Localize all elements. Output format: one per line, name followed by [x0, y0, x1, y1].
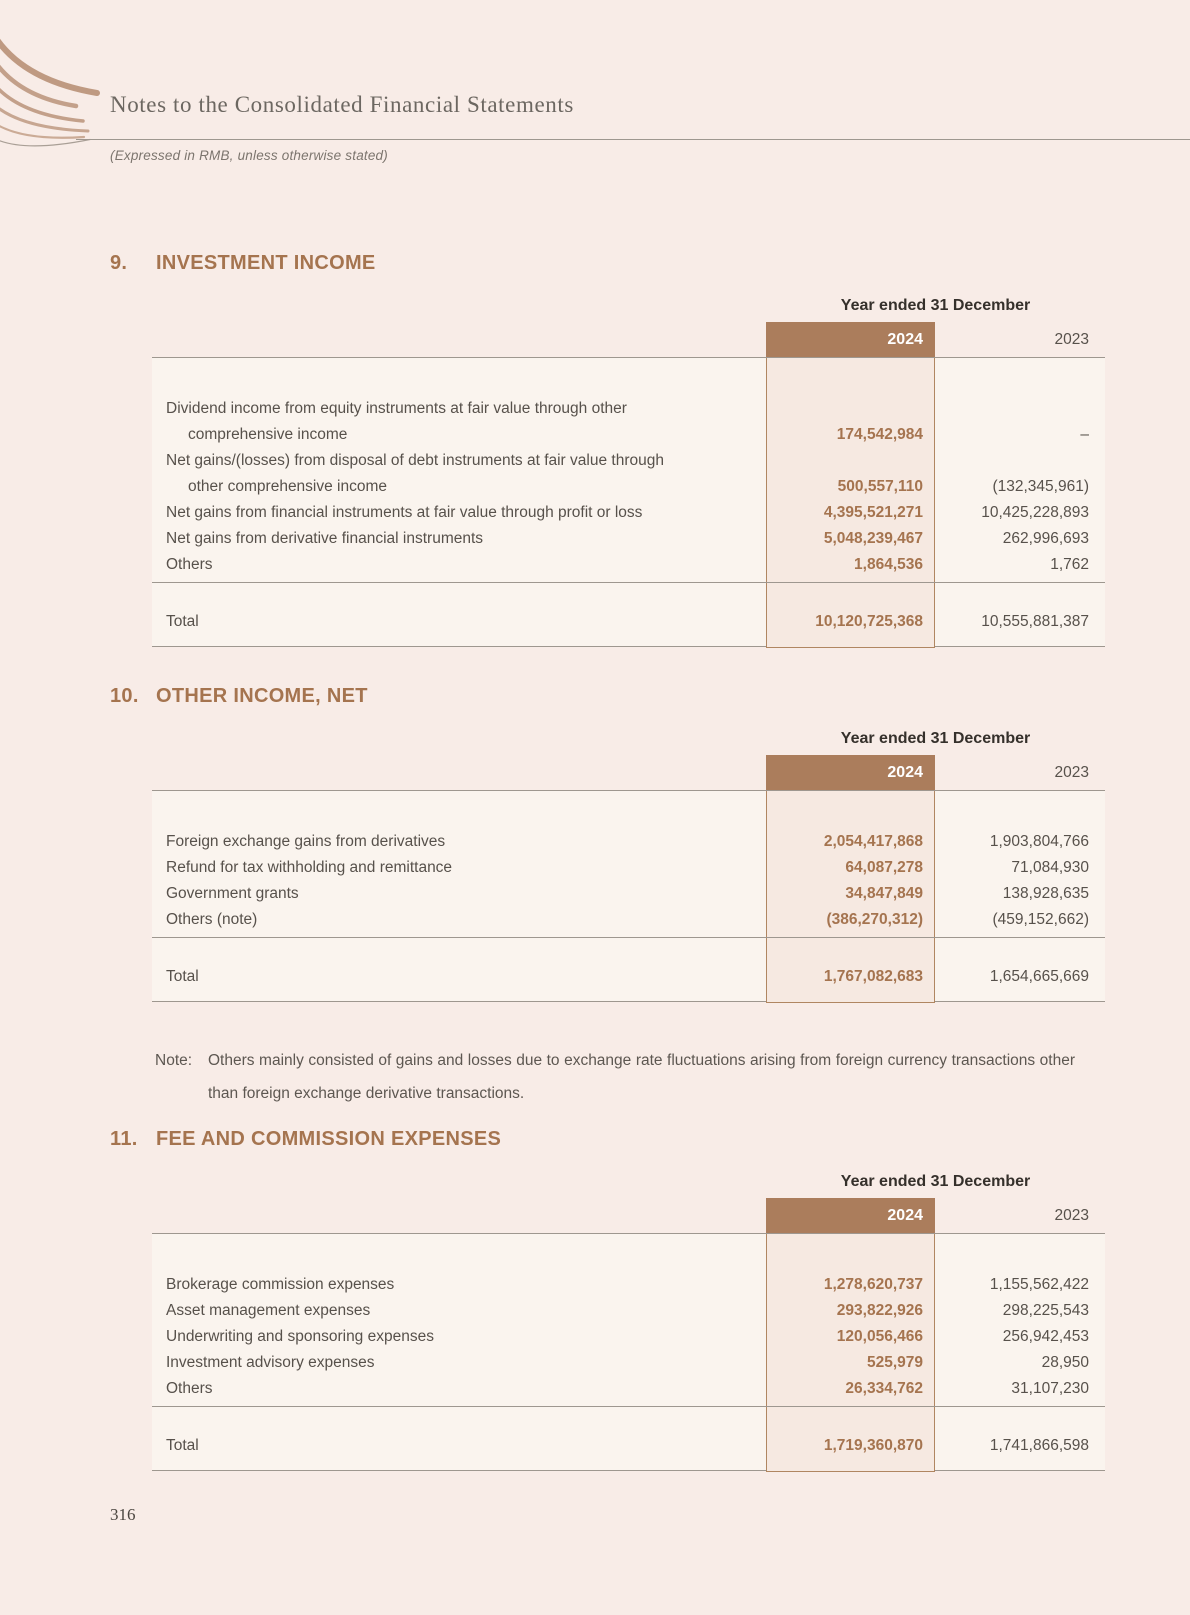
value-2024: 64,087,278 — [845, 859, 923, 876]
section-title: INVESTMENT INCOME — [156, 252, 376, 274]
value-2024: (386,270,312) — [826, 911, 923, 928]
value-2023: 31,107,230 — [1011, 1380, 1089, 1397]
value-2023: 256,942,453 — [1002, 1328, 1089, 1345]
table-row — [152, 1350, 1105, 1376]
value-2024: 4,395,521,271 — [823, 504, 923, 521]
year-2024-header-cell: 2024 — [766, 755, 935, 790]
row-label-line: Government grants — [166, 885, 299, 902]
financial-table — [152, 1173, 1105, 1471]
table-rows — [152, 358, 1105, 582]
value-2024: 500,557,110 — [837, 478, 923, 495]
value-2023: 138,928,635 — [1002, 885, 1089, 902]
row-label-line: Brokerage commission expenses — [166, 1276, 395, 1293]
row-label — [152, 1324, 766, 1350]
sections-host — [110, 252, 1105, 1471]
value-2024: 174,542,984 — [836, 426, 923, 443]
row-label — [152, 1272, 766, 1298]
note-paragraph — [155, 1044, 1075, 1110]
section-title: FEE AND COMMISSION EXPENSES — [156, 1128, 502, 1150]
header-divider-rule — [76, 139, 1190, 140]
value-2023: (459,152,662) — [992, 911, 1089, 928]
table-row — [152, 1272, 1105, 1298]
value-2024: 120,056,466 — [836, 1328, 923, 1345]
separator-rule — [152, 1406, 1105, 1407]
total-section — [152, 938, 1105, 1001]
note-text: Others mainly consisted of gains and losses due to exchange rate fluctuations arising from foreign currency transactions other than foreign exchange derivative transactions. — [208, 1052, 1075, 1102]
separator-rule — [152, 582, 1105, 583]
table-row — [152, 1298, 1105, 1324]
row-label — [152, 1350, 766, 1376]
table-body-box — [152, 1233, 1105, 1471]
table-rows — [152, 1234, 1105, 1406]
value-2023: 1,762 — [1050, 556, 1089, 573]
row-label — [152, 881, 766, 907]
table-body-box — [152, 790, 1105, 1002]
row-label — [152, 1298, 766, 1324]
row-label-line: Asset management expenses — [166, 1302, 371, 1319]
notes-content — [110, 252, 1105, 1509]
value-2023: – — [1080, 426, 1089, 443]
financial-table — [152, 297, 1105, 647]
row-label-line: Investment advisory expenses — [166, 1354, 375, 1371]
period-header: Year ended 31 December — [840, 730, 1031, 747]
total-section — [152, 583, 1105, 646]
value-2023: 28,950 — [1041, 1354, 1089, 1371]
value-2023: (132,345,961) — [992, 478, 1089, 495]
value-2024: 1,278,620,737 — [823, 1276, 923, 1293]
table-rows — [152, 791, 1105, 937]
document-subtitle: (Expressed in RMB, unless otherwise stated) — [110, 148, 388, 163]
year-2023-header-cell: 2023 — [1054, 330, 1089, 348]
table-row — [152, 552, 1105, 578]
value-2023: 298,225,543 — [1002, 1302, 1089, 1319]
year-2023-header-cell: 2023 — [1054, 1206, 1089, 1224]
row-label — [152, 855, 766, 881]
value-2024: 525,979 — [866, 1354, 923, 1371]
row-label — [152, 526, 766, 552]
row-label — [152, 500, 766, 526]
table-row — [152, 500, 1105, 526]
section-heading — [110, 685, 1105, 708]
value-2023: 1,155,562,422 — [989, 1276, 1089, 1293]
table-row — [152, 526, 1105, 552]
section-heading — [110, 1128, 1105, 1151]
column-headers — [766, 1198, 1105, 1233]
total-label: Total — [166, 1437, 199, 1454]
document-title: Notes to the Consolidated Financial Statements — [110, 92, 574, 117]
row-label-line: other comprehensive income — [188, 478, 388, 495]
row-label-line: Underwriting and sponsoring expenses — [166, 1328, 434, 1345]
value-2024: 1,864,536 — [854, 556, 923, 573]
row-label-line: comprehensive income — [188, 426, 348, 443]
row-label-line: Refund for tax withholding and remittance — [166, 859, 453, 876]
row-label — [152, 448, 766, 500]
row-label — [152, 829, 766, 855]
note-label: Note: — [155, 1052, 193, 1069]
row-label-line: Others — [166, 1380, 213, 1397]
total-section — [152, 1407, 1105, 1470]
column-headers — [766, 755, 1105, 790]
section-number: 11. — [110, 1128, 138, 1150]
total-value-2023: 1,741,866,598 — [989, 1437, 1089, 1454]
total-value-2023: 1,654,665,669 — [989, 968, 1089, 985]
value-2024: 293,822,926 — [836, 1302, 923, 1319]
table-row — [152, 881, 1105, 907]
total-value-2024: 1,719,360,870 — [823, 1437, 923, 1454]
period-header: Year ended 31 December — [840, 1173, 1031, 1190]
total-value-2024: 10,120,725,368 — [815, 613, 923, 630]
value-2024: 5,048,239,467 — [823, 530, 923, 547]
financial-table — [152, 730, 1105, 1002]
section-number: 9. — [110, 252, 128, 274]
total-row — [152, 609, 1105, 635]
section-heading — [110, 252, 1105, 275]
year-2024-header-cell: 2024 — [766, 1198, 935, 1233]
total-label: Total — [166, 613, 199, 630]
row-label-line: Others (note) — [166, 911, 258, 928]
total-row — [152, 1433, 1105, 1459]
page-number: 316 — [110, 1505, 136, 1524]
separator-rule — [152, 937, 1105, 938]
section — [110, 685, 1105, 1002]
table-row — [152, 1376, 1105, 1402]
row-label-line: Dividend income from equity instruments at fair value through other — [166, 400, 627, 417]
value-2023: 262,996,693 — [1002, 530, 1089, 547]
section-number: 10. — [110, 685, 139, 707]
row-label-line: Net gains from derivative financial instruments — [166, 530, 484, 547]
total-value-2024: 1,767,082,683 — [823, 968, 923, 985]
row-label-line: Foreign exchange gains from derivatives — [166, 833, 446, 850]
table-row — [152, 829, 1105, 855]
value-2023: 10,425,228,893 — [981, 504, 1089, 521]
table-body-box — [152, 357, 1105, 647]
value-2024: 34,847,849 — [845, 885, 923, 902]
table-row — [152, 855, 1105, 881]
section-title: OTHER INCOME, NET — [156, 685, 368, 707]
year-2023-header-cell: 2023 — [1054, 763, 1089, 781]
total-label: Total — [166, 968, 199, 985]
value-2024: 2,054,417,868 — [823, 833, 923, 850]
value-2024: 26,334,762 — [845, 1380, 923, 1397]
table-row — [152, 396, 1105, 448]
value-2023: 1,903,804,766 — [989, 833, 1089, 850]
year-2024-header-cell: 2024 — [766, 322, 935, 357]
table-row — [152, 448, 1105, 500]
row-label-line: Net gains from financial instruments at fair value through profit or loss — [166, 504, 643, 521]
section — [110, 252, 1105, 647]
row-label-line: Net gains/(losses) from disposal of debt instruments at fair value through — [166, 452, 664, 469]
row-label — [152, 1376, 766, 1402]
table-row — [152, 1324, 1105, 1350]
period-header: Year ended 31 December — [840, 297, 1031, 314]
total-row — [152, 964, 1105, 990]
column-headers — [766, 322, 1105, 357]
value-2023: 71,084,930 — [1011, 859, 1089, 876]
section — [110, 1128, 1105, 1471]
total-value-2023: 10,555,881,387 — [981, 613, 1089, 630]
row-label — [152, 396, 766, 448]
row-label — [152, 552, 766, 578]
row-label — [152, 907, 766, 933]
table-row — [152, 907, 1105, 933]
row-label-line: Others — [166, 556, 213, 573]
